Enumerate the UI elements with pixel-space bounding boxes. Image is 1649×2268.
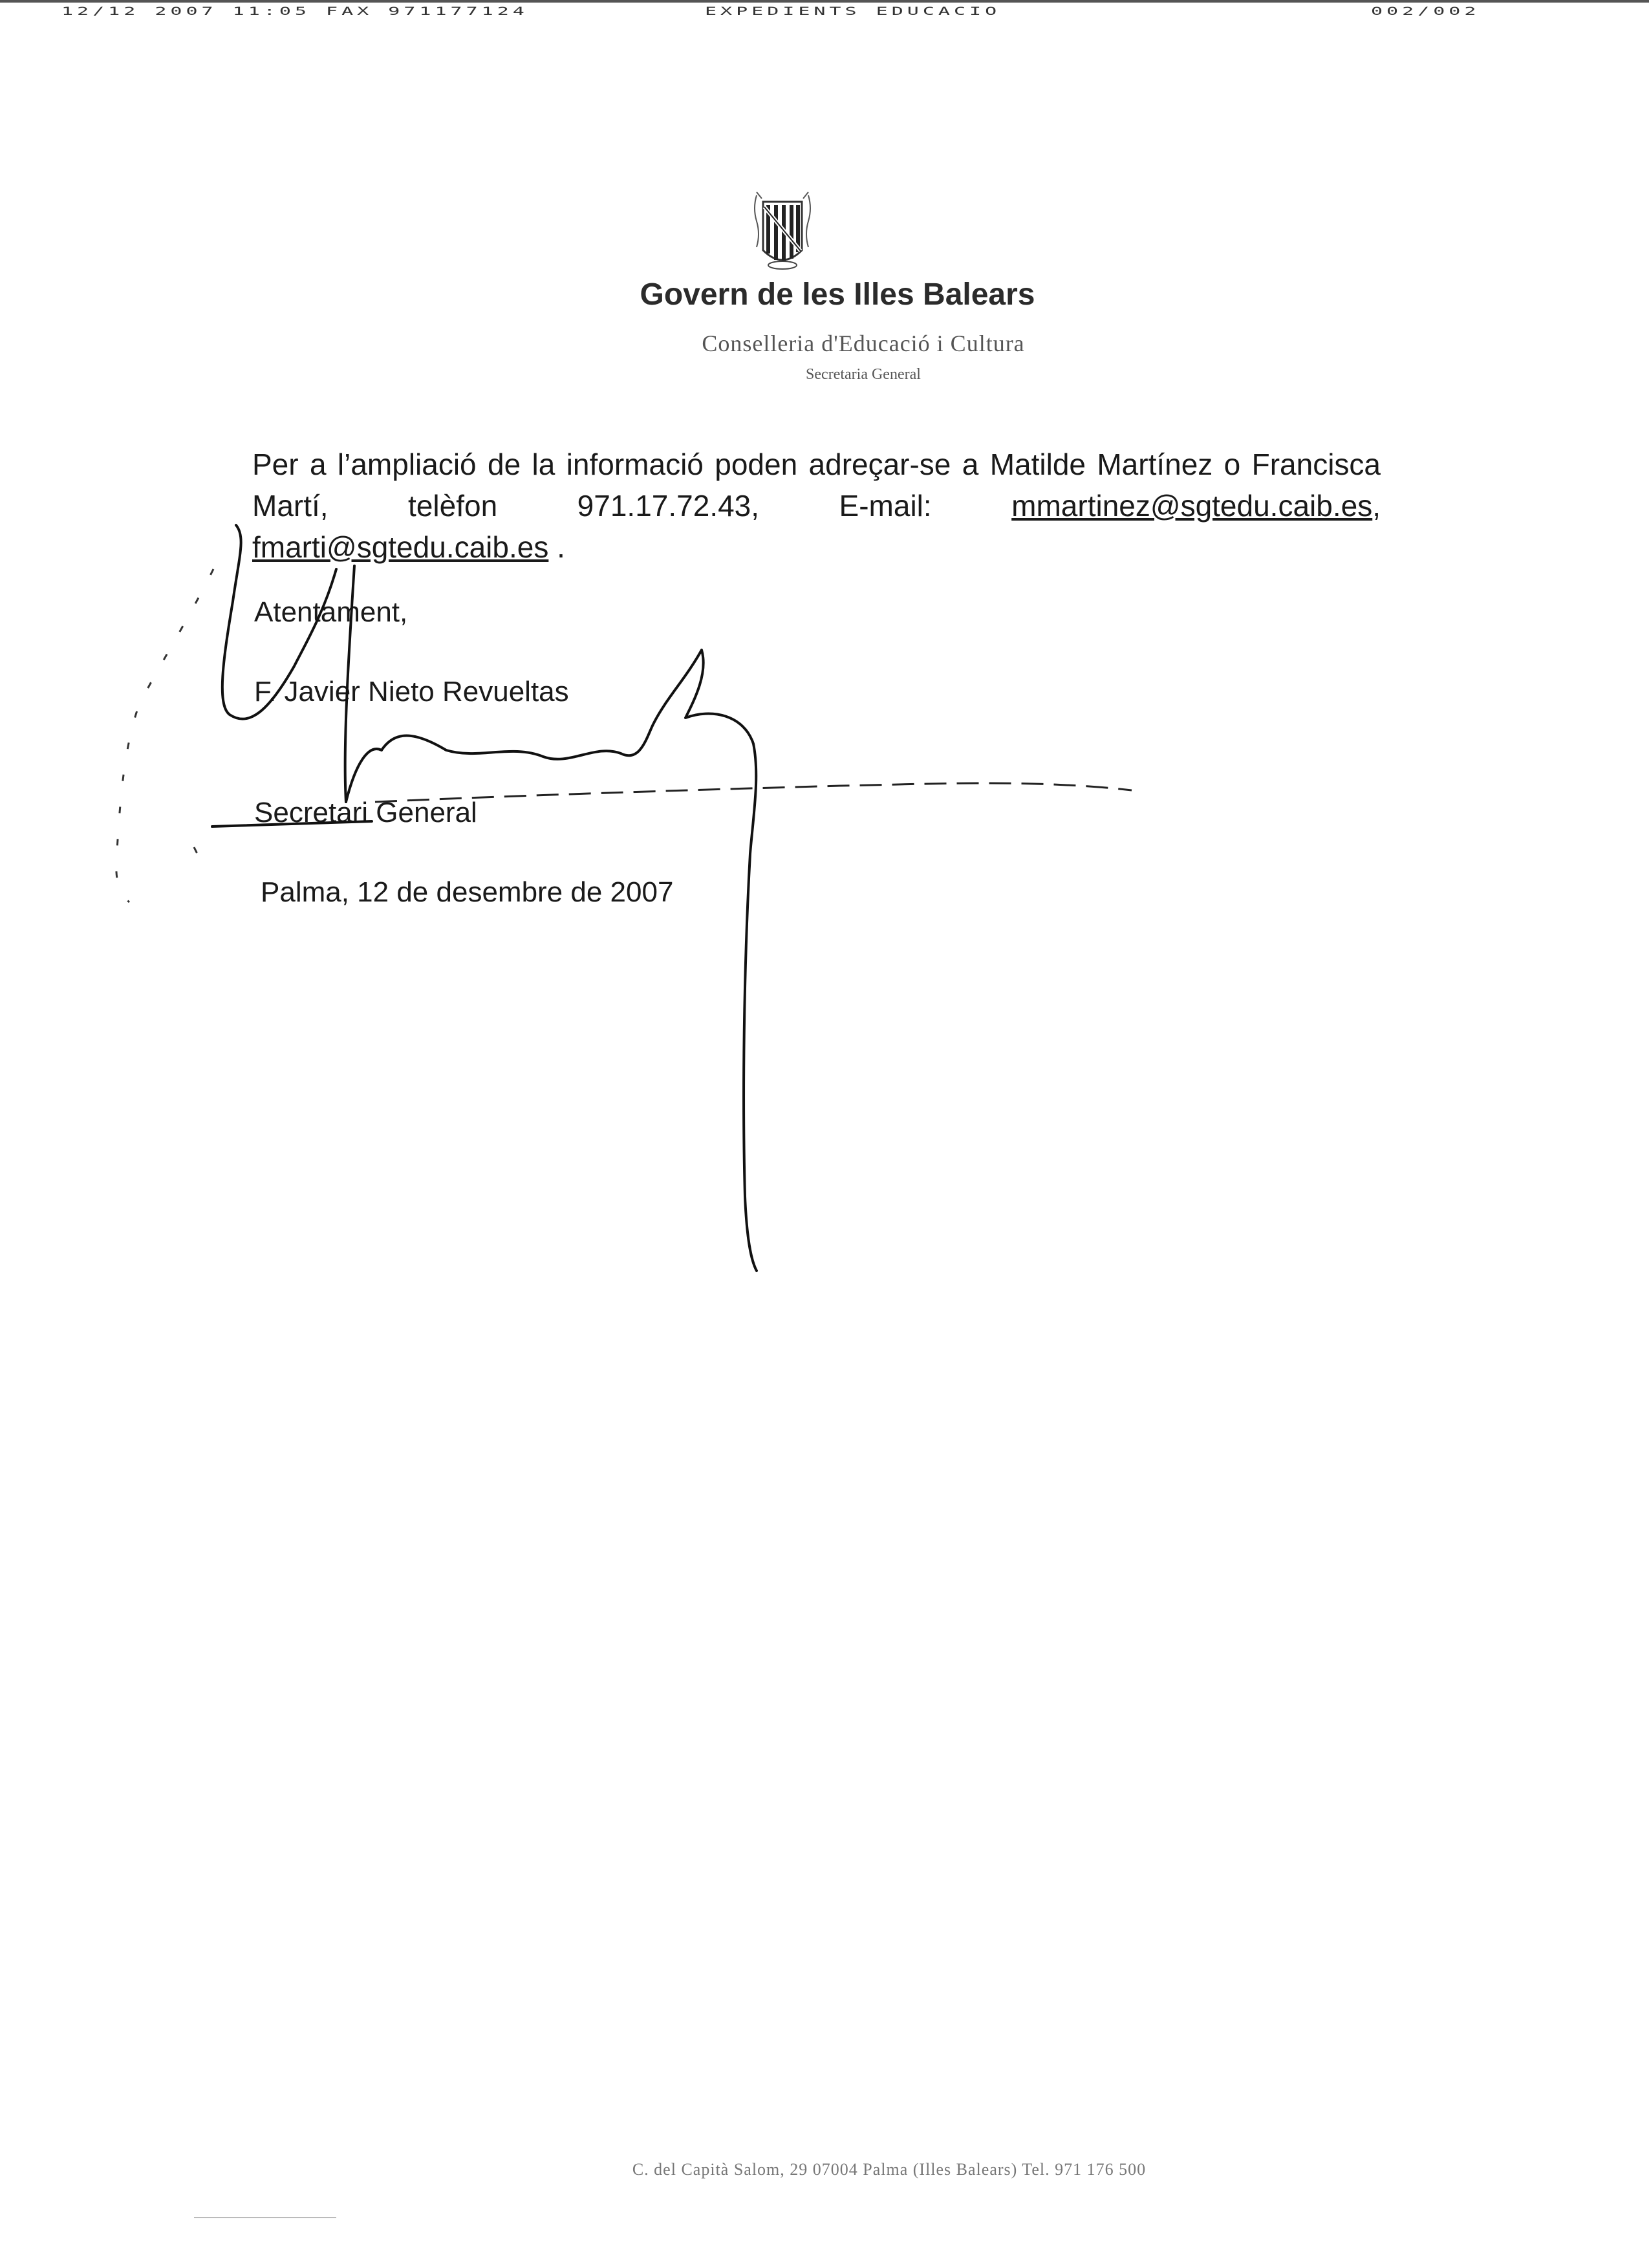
department-name: Conselleria d'Educació i Cultura (702, 330, 1025, 356)
place-and-date: Palma, 12 de desembre de 2007 (261, 876, 674, 908)
organization-name: Govern de les Illes Balears (640, 277, 1035, 312)
paragraph-end: . (548, 530, 565, 564)
footer-address: C. del Capità Salom, 29 07004 Palma (Illes Balears) Tel. 971 176 500 (632, 2160, 1147, 2179)
fax-header-page: 002/002 (1371, 5, 1480, 18)
fax-header (0, 0, 1649, 39)
signer-role: Secretari General (254, 797, 477, 828)
signer-name: F. Javier Nieto Revueltas (254, 676, 569, 707)
bottom-rule (194, 2217, 336, 2218)
fax-header-middle: EXPEDIENTS EDUCACIO (705, 5, 1001, 18)
coat-of-arms-icon (744, 189, 821, 276)
sub-department-name: Secretaria General (806, 366, 921, 383)
closing-salutation: Atentament, (254, 596, 408, 628)
fax-header-left: 12/12 2007 11:05 FAX 971177124 (61, 5, 528, 18)
contact-text: Per a l’ampliació de la informació poden adreçar-se a Matilde Martínez o Francisca Martí, telèfon 971.17.72.43, E-mail: (252, 448, 1381, 523)
email-link-fmarti[interactable]: fmarti@sgtedu.caib.es (252, 530, 549, 564)
contact-paragraph (252, 444, 1381, 568)
email-separator: , (1372, 489, 1381, 523)
email-link-mmartinez[interactable]: mmartinez@sgtedu.caib.es (1011, 489, 1373, 523)
